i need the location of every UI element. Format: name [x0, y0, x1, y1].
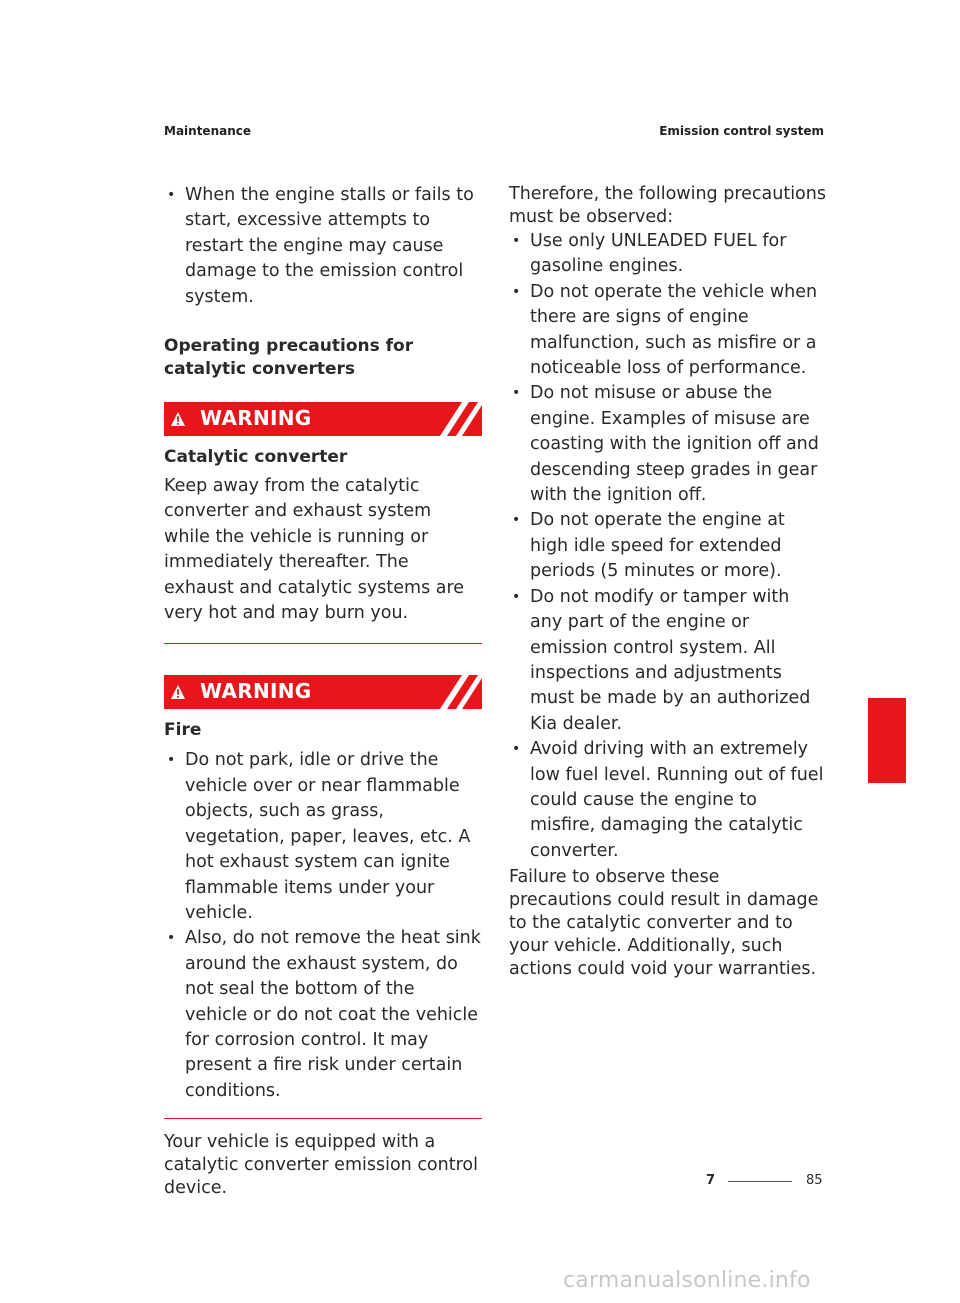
warning-label: WARNING: [200, 679, 312, 704]
warning-slash-decoration: [436, 675, 482, 709]
warranty-paragraph: Failure to observe these precautions could result in damage to the catalytic converter and to your vehicle. Additionally, such actions could void your warranties.: [509, 867, 819, 980]
precaution-bullet: • Do not misuse or abuse the engine. Examples of misuse are coasting with the ignition off and descending steep grades in gear with the ignition off.: [509, 381, 827, 508]
footer-chapter: 7: [706, 1173, 716, 1188]
precaution-bullet: • Use only UNLEADED FUEL for gasoline engines.: [509, 229, 827, 280]
warning-label: WARNING: [200, 406, 312, 431]
precaution-bullet: • Do not operate the engine at high idle speed for extended periods (5 minutes or more).: [509, 508, 827, 584]
precaution-bullet: • Do not operate the vehicle when there are signs of engine malfunction, such as misfire or a noticeable loss of performance.: [509, 280, 827, 382]
warning-title-catalytic: Catalytic converter: [164, 447, 348, 468]
closing-paragraph: Your vehicle is equipped with a catalytic converter emission control device.: [164, 1132, 478, 1199]
warning-title-fire: Fire: [164, 720, 202, 741]
warning-body-catalytic: Keep away from the catalytic converter and exhaust system while the vehicle is running or immediately thereafter. The exhaust and catalytic systems are very hot and may burn you.: [164, 476, 465, 624]
warning-divider: [164, 1118, 482, 1119]
warning-banner-2: [164, 675, 482, 709]
warning-slash-decoration: [436, 402, 482, 436]
footer-divider: [728, 1181, 792, 1182]
running-header-topic: Emission control system: [659, 124, 824, 138]
warning-triangle-icon: [170, 684, 186, 700]
precautions-intro: Therefore, the following precautions must be observed:: [509, 184, 826, 227]
precaution-bullet: • Do not modify or tamper with any part of the engine or emission control system. All inspections and adjustments must be made by an authorized Kia dealer.: [509, 585, 827, 737]
fire-bullet: • Do not park, idle or drive the vehicle over or near flammable objects, such as grass, vegetation, paper, leaves, etc. A hot exhaust system can ignite flammable items under your vehicle.: [164, 748, 482, 926]
precaution-bullet: • Avoid driving with an extremely low fuel level. Running out of fuel could cause the engine to misfire, damaging the catalytic converter.: [509, 737, 827, 864]
watermark: carmanualsonline.info: [563, 1268, 811, 1293]
running-header-section: Maintenance: [164, 124, 252, 138]
warning-triangle-icon: [170, 411, 186, 427]
warning-banner-1: [164, 402, 482, 436]
right-column: [509, 183, 827, 981]
page-number: 85: [806, 1173, 823, 1188]
left-column: [164, 183, 482, 1200]
warning-divider: [164, 643, 482, 644]
stall-bullet: • When the engine stalls or fails to start, excessive attempts to restart the engine may cause damage to the emission control system.: [164, 183, 482, 310]
chapter-tab-number: 7: [878, 762, 890, 782]
section-heading: Operating precautions for catalytic converters: [164, 336, 414, 380]
fire-bullet: • Also, do not remove the heat sink around the exhaust system, do not seal the bottom of the vehicle or do not coat the vehicle for corrosion control. It may present a fire risk under certain conditions.: [164, 926, 482, 1104]
